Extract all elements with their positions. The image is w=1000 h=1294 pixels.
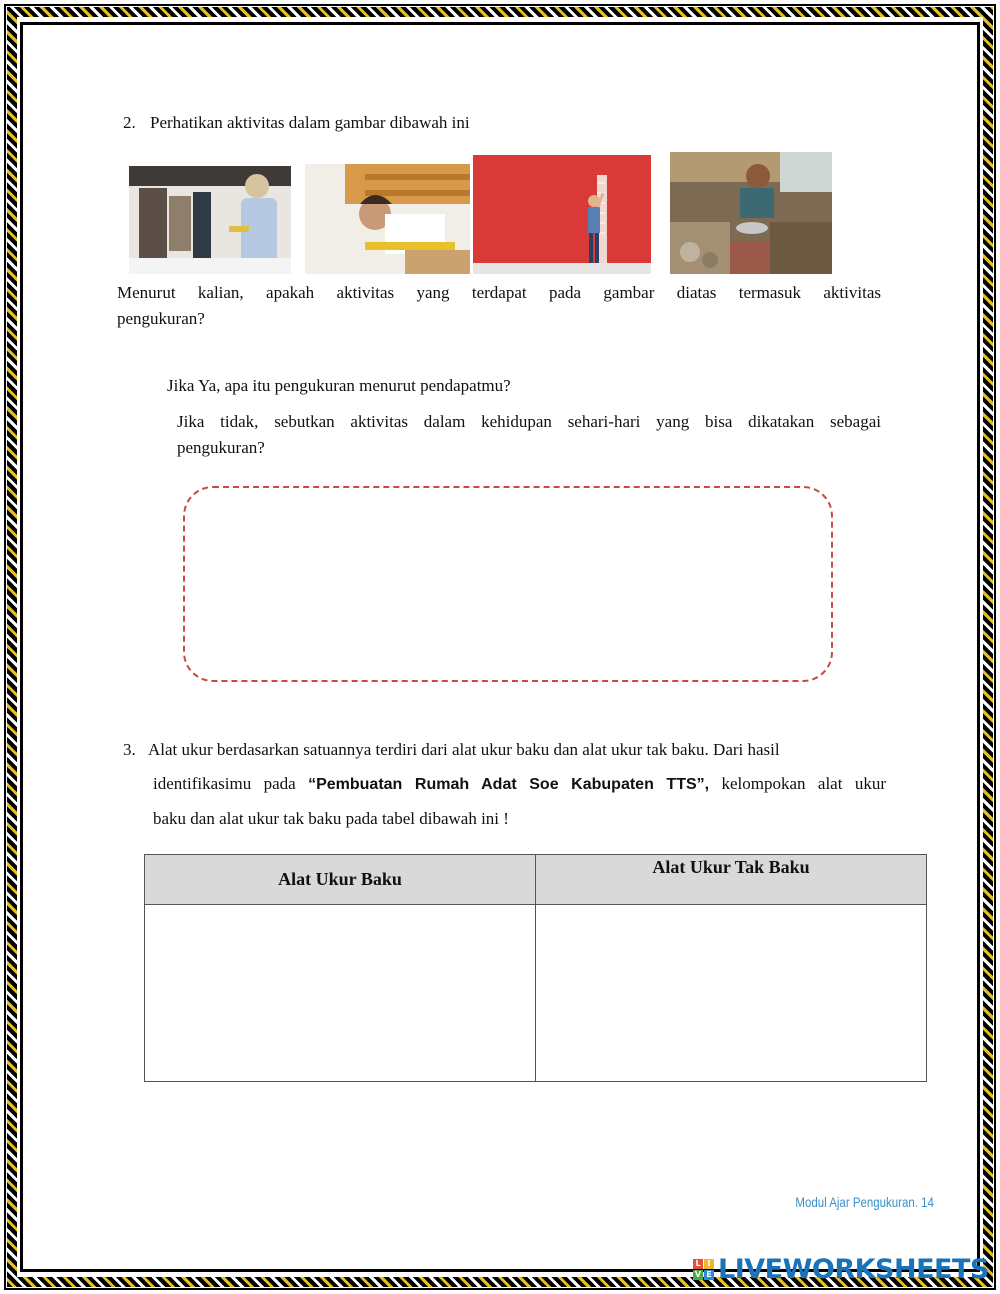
- question-2-prompt: Perhatikan aktivitas dalam gambar dibawah ini: [150, 113, 470, 132]
- question-2-text-line1: Menurut kalian, apakah aktivitas yang terdapat pada gambar diatas termasuk aktivitas: [117, 283, 881, 302]
- tailor-measuring-photo: [129, 166, 291, 274]
- table-row: [145, 905, 927, 1082]
- if-no-prompt-line1: Jika tidak, sebutkan aktivitas dalam kehidupan sehari-hari yang bisa dikatakan sebagai: [177, 412, 881, 431]
- liveworksheets-watermark: [693, 1254, 989, 1284]
- page-footer-label: Modul Ajar Pengukuran. 14: [795, 1194, 934, 1210]
- nonstandard-tools-answer-cell[interactable]: [536, 905, 927, 1082]
- question-3-line1: [123, 739, 887, 762]
- question-3-text-line3: baku dan alat ukur tak baku pada tabel dibawah ini !: [153, 809, 509, 828]
- answer-input-box[interactable]: [183, 486, 833, 682]
- header-standard-tools: Alat Ukur Baku: [145, 855, 536, 905]
- project-title-bold: “Pembuatan Rumah Adat Soe Kabupaten TTS”,: [308, 776, 710, 793]
- standard-tools-answer-cell[interactable]: [145, 905, 536, 1082]
- question-3-text-line2-pre: identifikasimu pada: [153, 774, 296, 793]
- question-3-number: 3.: [123, 740, 136, 759]
- question-3-line2: [153, 773, 886, 796]
- question-2-heading: [123, 112, 470, 135]
- market-vendor-scale-photo: [670, 152, 832, 274]
- child-height-wall-photo: [473, 155, 651, 274]
- if-no-prompt-line2: pengukuran?: [177, 438, 265, 457]
- question-3-text-line2-post: kelompokan alat ukur: [721, 774, 886, 793]
- liveworksheets-logo-icon: L I V E: [693, 1259, 714, 1280]
- table-header-row: [145, 855, 927, 905]
- liveworksheets-brand: LIVEWORKSHEETS: [718, 1253, 989, 1285]
- header-nonstandard-tools: Alat Ukur Tak Baku: [536, 855, 927, 905]
- if-yes-prompt: Jika Ya, apa itu pengukuran menurut pendapatmu?: [167, 376, 511, 395]
- question-2-text-line2: pengukuran?: [117, 309, 205, 328]
- question-3-text-line1: Alat ukur berdasarkan satuannya terdiri dari alat ukur baku dan alat ukur tak baku. Dari hasil: [148, 740, 780, 759]
- question-2-number: 2.: [123, 113, 136, 132]
- carpenter-measuring-tape-photo: [305, 164, 470, 274]
- measurement-tools-table: [144, 854, 927, 1082]
